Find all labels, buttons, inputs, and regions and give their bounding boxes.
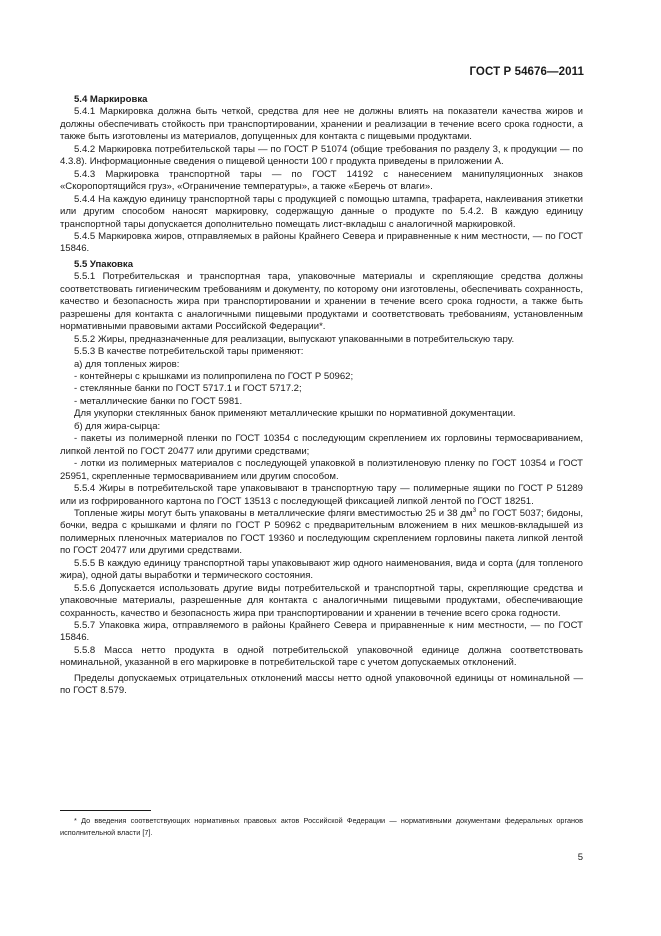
- paragraph-5-4-4: 5.4.4 На каждую единицу транспортной тары с продукцией с помощью штампа, трафарета, наклеивания этикетки или другим способом наносят маркировку, содержащую данные о продукте по 5.4.2. В каждую единицу транспортной тары допускается дополнительно помещать лист-вкладыш с аналогичной маркировкой.: [60, 193, 583, 230]
- paragraph-text-pre: Топленые жиры могут быть упакованы в металлические фляги вместимостью 25 и 38 дм: [74, 507, 473, 519]
- superscript-cubed: 3: [472, 506, 477, 514]
- list-item: - лотки из полимерных материалов с последующей упаковкой в полиэтиленовую пленку по ГОСТ 10354 и ГОСТ 25951, скрепленные термосвариванием или другим способом.: [60, 458, 583, 482]
- paragraph-5-5-8: 5.5.8 Масса нетто продукта в одной потребительской упаковочной единице должна соответствовать номинальной, указанной в его маркировке в потребительской таре с учетом допускаемых отклонений.: [60, 644, 583, 669]
- paragraph-5-4-5: 5.4.5 Маркировка жиров, отправляемых в районы Крайнего Севера и приравненные к ним местности, — по ГОСТ 15846.: [60, 230, 583, 255]
- list-item: - металлические банки по ГОСТ 5981.: [74, 395, 243, 407]
- paragraph-weight-tolerance: Пределы допускаемых отрицательных отклонений массы нетто одной упаковочной единицы от номинальной — по ГОСТ 8.579.: [60, 672, 583, 697]
- section-5-5-heading: 5.5 Упаковка: [74, 258, 134, 270]
- list-heading-rendered-fats: а) для топленых жиров:: [74, 358, 180, 370]
- list-item: - стеклянные банки по ГОСТ 5717.1 и ГОСТ 5717.2;: [74, 383, 302, 395]
- paragraph-5-4-3: 5.4.3 Маркировка транспортной тары — по ГОСТ 14192 с нанесением манипуляционных знаков «Скоропортящийся груз», «Ограничение температуры», а также «Беречь от влаги».: [60, 168, 583, 193]
- paragraph-text-post: по ГОСТ 5037; бидоны, бочки, ведра с крышками и фляги по ГОСТ Р 50962 с предварительным вложением в них мешков-вкладышей из полимерных пленочных материалов по ГОСТ 19360 и последующим скреплением горловины пакета липкой лентой по ГОСТ 20477 или другими средствами.: [60, 507, 584, 557]
- paragraph-5-4-2: 5.4.2 Маркировка потребительской тары — по ГОСТ Р 51074 (общие требования по разделу 3, к продукции — по 4.3.8). Информационные сведения о пищевой ценности 100 г продукта приведены в приложении А.: [60, 143, 583, 168]
- paragraph-5-5-3: 5.5.3 В качестве потребительской тары применяют:: [74, 346, 304, 358]
- paragraph-5-4-1: 5.4.1 Маркировка должна быть четкой, средства для нее не должны влиять на показатели качества жиров и должны обеспечивать стойкость при транспортировании, хранении и реализации в течение всего срока годности, а также быть изготовлены из материалов, допущенных для контакта с пищевыми продуктами.: [60, 106, 583, 143]
- paragraph-5-5-1: 5.5.1 Потребительская и транспортная тара, упаковочные материалы и скрепляющие средства должны соответствовать гигиеническим требованиям и документу, по которому они изготовлены, обеспечивать сохранность, качество и безопасность жира при транспортировании и хранении в течение всего срока годности, а также быть разрешены для контакта с аналогичными пищевыми продуктами и соответствовать требованиям, установленным нормативными правовыми актами Российской Федерации*.: [60, 271, 583, 333]
- paragraph-5-5-5: 5.5.5 В каждую единицу транспортной тары упаковывают жир одного наименования, вида и сорта (для топленого жира), одной даты выработки и термического состояния.: [60, 557, 583, 582]
- document-header: ГОСТ Р 54676—2011: [469, 66, 584, 78]
- paragraph-5-5-2: 5.5.2 Жиры, предназначенные для реализации, выпускают упакованными в потребительскую тару.: [74, 333, 515, 345]
- section-5-4-heading: 5.4 Маркировка: [74, 94, 148, 105]
- paragraph-5-5-4: 5.5.4 Жиры в потребительской таре упаковывают в транспортную тару — полимерные ящики по ГОСТ Р 51289 или из гофрированного картона по ГОСТ 13513 с последующей фиксацией липкой лентой по ГОСТ 18251.: [60, 483, 583, 507]
- list-item: - пакеты из полимерной пленки по ГОСТ 10354 с последующим скреплением их горловины термосвариванием, липкой лентой по ГОСТ 20477 или другими средствами;: [60, 433, 583, 457]
- document-body: [60, 94, 583, 698]
- list-item: - контейнеры с крышками из полипропилена по ГОСТ Р 50962;: [74, 370, 354, 382]
- footnote: * До введения соответствующих нормативных правовых актов Российской Федерации — нормативными документами федеральных органов исполнительной власти [7].: [60, 816, 583, 837]
- paragraph-5-5-6: 5.5.6 Допускается использовать другие виды потребительской и транспортной тары, скрепляющие средства и упаковочные материалы, разрешенные для контакта с аналогичными пищевыми продуктами, обеспечивающие сохранность, качество и безопасность жира при транспортировании и хранении в течение всего срока годности.: [60, 582, 583, 619]
- list-heading-raw-fat: б) для жира-сырца:: [74, 420, 161, 432]
- paragraph-5-5-7: 5.5.7 Упаковка жира, отправляемого в районы Крайнего Севера и приравненные к ним местности, — по ГОСТ 15846.: [60, 620, 583, 644]
- paragraph-jar-closure-note: Для укупорки стеклянных банок применяют металлические крышки по нормативной документации.: [74, 408, 516, 420]
- footnote-divider: [60, 810, 151, 811]
- paragraph-rendered-fats-packing: [60, 508, 583, 558]
- page-number: 5: [577, 852, 583, 863]
